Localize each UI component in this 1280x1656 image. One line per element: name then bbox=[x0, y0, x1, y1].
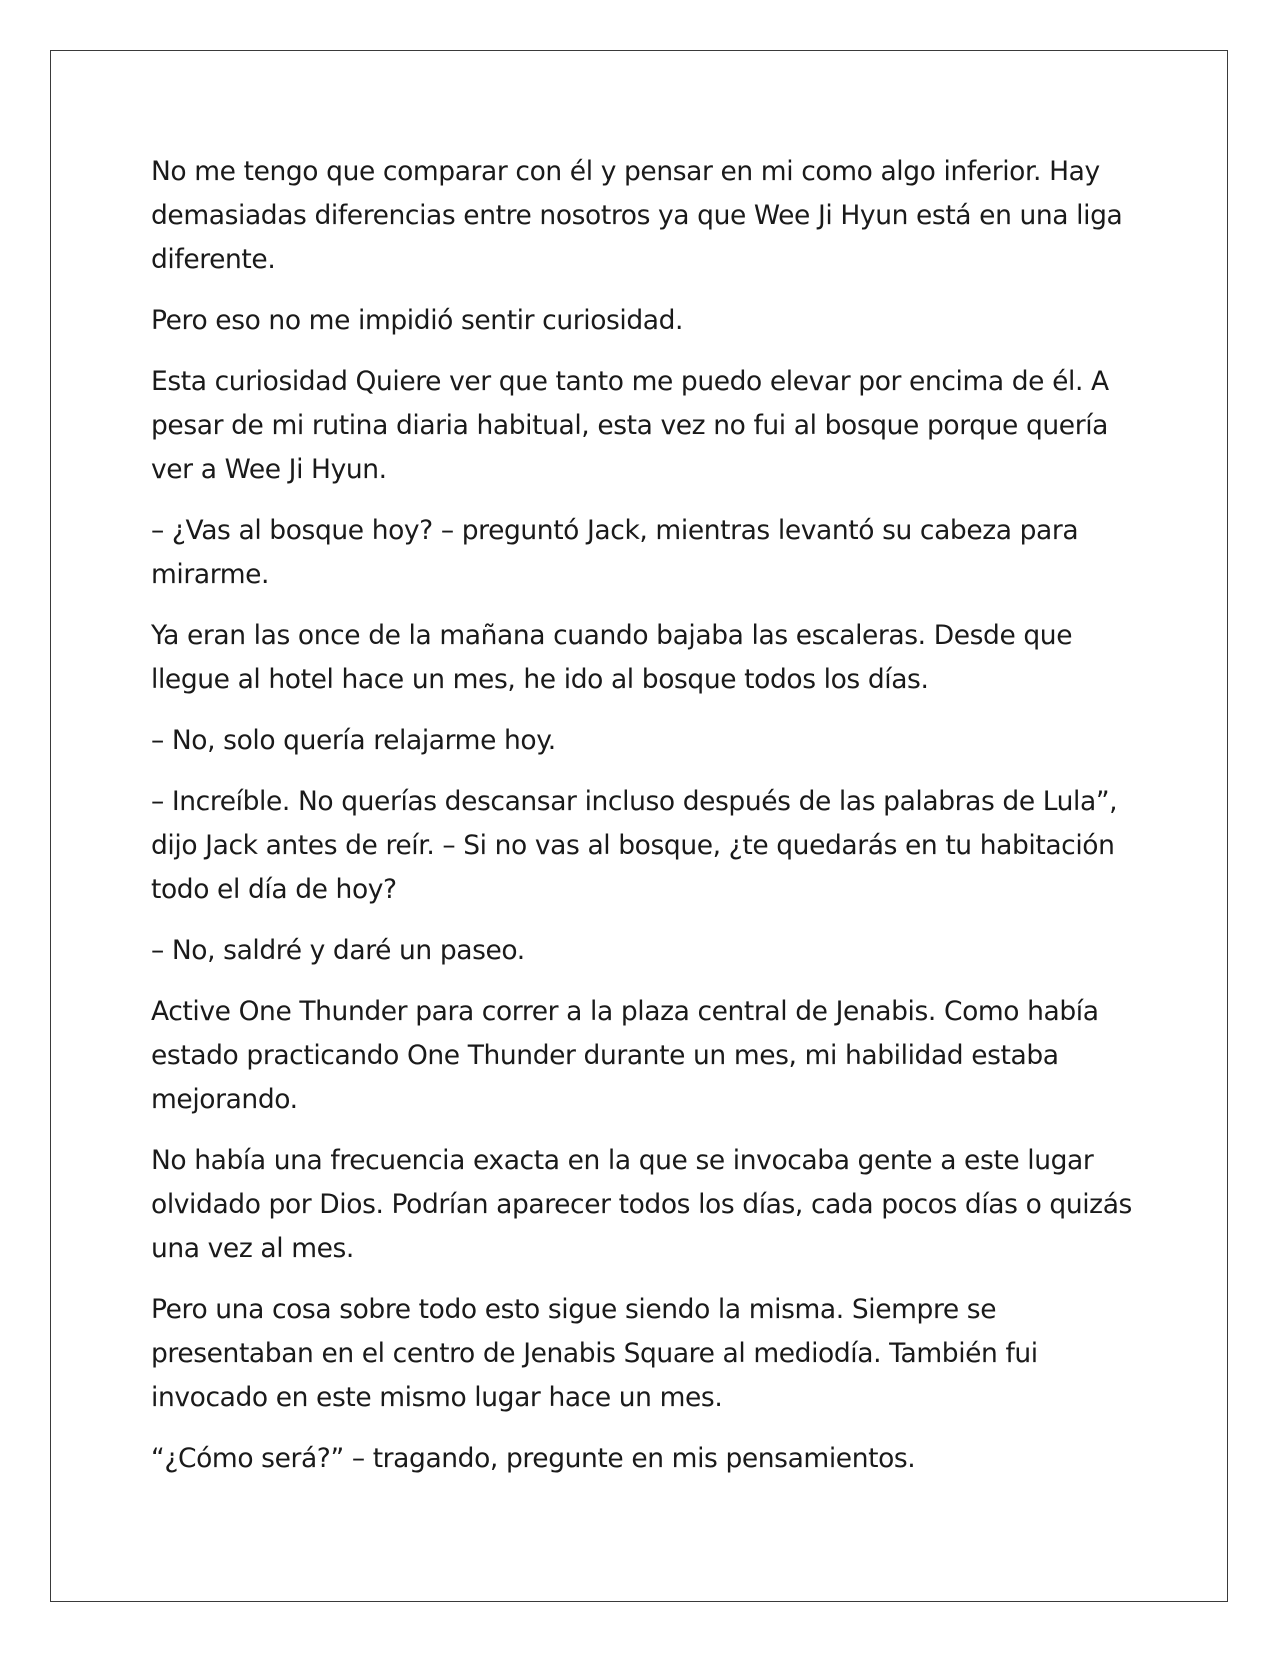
paragraph-5: Ya eran las once de la mañana cuando bajaba las escaleras. Desde que llegue al hotel hace un mes, he ido al bosque todos los días. bbox=[151, 620, 1073, 695]
paragraph-4: – ¿Vas al bosque hoy? – preguntó Jack, mientras levantó su cabeza para mirarme. bbox=[151, 515, 1079, 590]
paragraph-10: No había una frecuencia exacta en la que se invocaba gente a este lugar olvidado por Dios. Podrían aparecer todos los días, cada pocos días o quizás una vez al mes. bbox=[151, 1145, 1132, 1264]
paragraph-3: Esta curiosidad Quiere ver que tanto me puedo elevar por encima de él. A pesar de mi rutina diaria habitual, esta vez no fui al bosque porque quería ver a Wee Ji Hyun. bbox=[151, 366, 1109, 485]
paragraph-9: Active One Thunder para correr a la plaza central de Jenabis. Como había estado practicando One Thunder durante un mes, mi habilidad estaba mejorando. bbox=[151, 996, 1099, 1115]
paragraph-7: – Increíble. No querías descansar incluso después de las palabras de Lula”, dijo Jack antes de reír. – Si no vas al bosque, ¿te quedarás en tu habitación todo el día de hoy? bbox=[151, 786, 1118, 905]
paragraph-2: Pero eso no me impidió sentir curiosidad. bbox=[151, 305, 684, 336]
paragraph-12: “¿Cómo será?” – tragando, pregunte en mis pensamientos. bbox=[151, 1443, 916, 1474]
paragraph-6: – No, solo quería relajarme hoy. bbox=[151, 725, 556, 756]
paragraph-11: Pero una cosa sobre todo esto sigue siendo la misma. Siempre se presentaban en el centro de Jenabis Square al mediodía. También fui invocado en este mismo lugar hace un mes. bbox=[151, 1294, 1038, 1413]
document-body bbox=[151, 150, 1141, 1498]
paragraph-8: – No, saldré y daré un paseo. bbox=[151, 935, 525, 966]
paragraph-1: No me tengo que comparar con él y pensar en mi como algo inferior. Hay demasiadas diferencias entre nosotros ya que Wee Ji Hyun está en una liga diferente. bbox=[151, 156, 1123, 275]
